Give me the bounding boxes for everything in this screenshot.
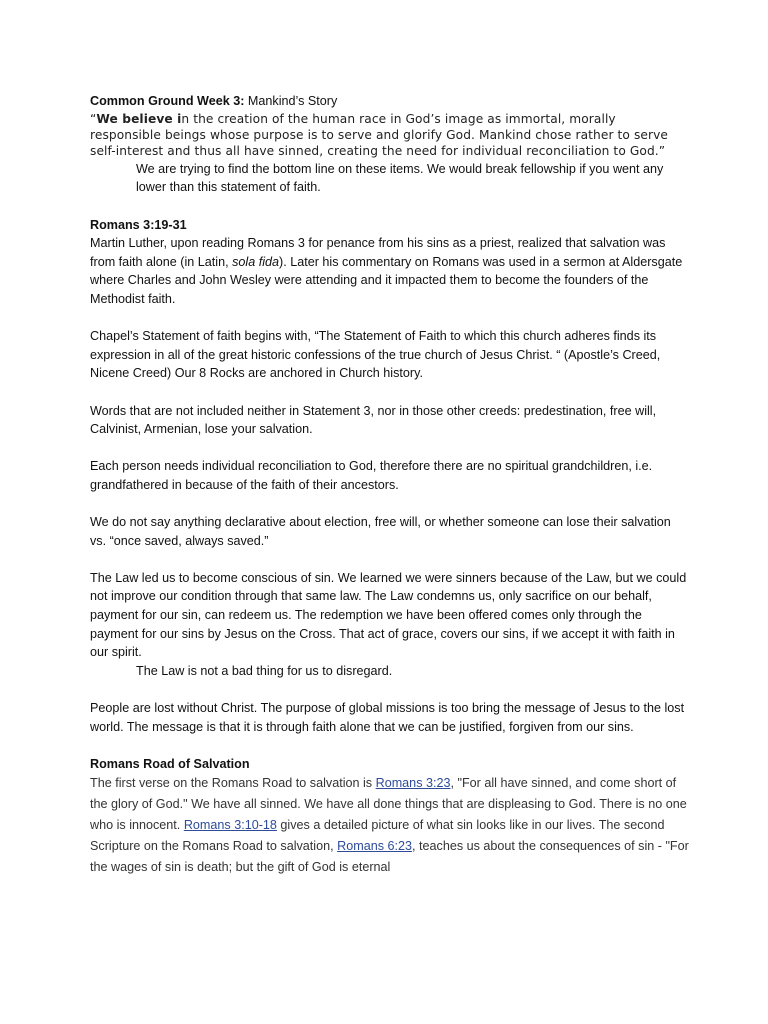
- link-romans-3-10-18[interactable]: Romans 3:10-18: [183, 818, 277, 833]
- romans-3-heading: Romans 3:19-31: [90, 217, 187, 232]
- luther-text-before: Martin Luther, upon reading Romans 3 for penance from his sins as a priest, realized that salvation was from faith alone (in Latin,: [90, 236, 666, 269]
- law-paragraph: The Law led us to become conscious of sin. We learned we were sinners because of the Law, but we could not improve our condition through that same law. The Law condemns us, only sacrifice on our behalf, payment for our sin, can redeem us. The redemption we have been offered comes only through the payment for our sins by Jesus on the Cross. That act of grace, covers our sins, if we accept it with faith in our spirit.: [90, 570, 687, 660]
- declarative-paragraph: We do not say anything declarative about election, free will, or whether someone can lose their salvation vs. “once saved, always saved.”: [90, 515, 671, 548]
- quote-bold-lead: We believe i: [96, 111, 182, 126]
- luther-latin-term: sola fida: [232, 254, 280, 269]
- chapel-paragraph: Chapel’s Statement of faith begins with, “The Statement of Faith to which this church adheres finds its expression in all of the great historic confessions of the true church of Jesus Christ. “ (Apostle’s Creed, Nicene Creed) Our 8 Rocks are anchored in Church history.: [90, 329, 661, 381]
- road-text-4: , teaches us about the consequences of sin - "For the wages of sin is death; but the gift of God is eternal: [90, 839, 689, 875]
- road-text-2: , "For all have sinned, and come short of the glory of God." We have all sinned. We have all done things that are displeasing to God. There is no one who is innocent.: [90, 776, 687, 833]
- document-page: [90, 92, 690, 878]
- week-heading-title: Mankind’s Story: [244, 94, 338, 108]
- bottom-line-note: We are trying to find the bottom line on these items. We would break fellowship if you went any lower than this statement of faith.: [136, 161, 664, 195]
- quote-text: n the creation of the human race in God’s image as immortal, morally responsible beings whose purpose is to serve and glorify God. Mankind chose rather to serve self-interest and thus all have sinned, creating the need for individual reconciliation to God.”: [90, 111, 669, 159]
- road-text-3: gives a detailed picture of what sin looks like in our lives. The second Scripture on the Romans Road to salvation,: [90, 818, 665, 854]
- each-person-paragraph: Each person needs individual reconciliation to God, therefore there are no spiritual grandchildren, i.e. grandfathered in because of the faith of their ancestors.: [90, 459, 653, 492]
- romans-road-heading: Romans Road of Salvation: [90, 756, 250, 771]
- words-paragraph: Words that are not included neither in Statement 3, nor in those other creeds: predestination, free will, Calvinist, Armenian, lose your salvation.: [90, 403, 657, 437]
- week-heading: [90, 92, 690, 111]
- romans-road-paragraph: [90, 773, 690, 878]
- link-romans-3-23[interactable]: Romans 3:23: [375, 776, 451, 791]
- link-romans-6-23[interactable]: Romans 6:23: [337, 839, 413, 854]
- road-text-1: The first verse on the Romans Road to salvation is: [90, 776, 376, 791]
- luther-text-after: ). Later his commentary on Romans was used in a sermon at Aldersgate where Charles and John Wesley were attending and it impacted them to become the founders of the Methodist faith.: [90, 254, 683, 306]
- week-heading-bold: Common Ground Week 3:: [90, 94, 245, 108]
- law-indent-note: The Law is not a bad thing for us to disregard.: [136, 663, 393, 678]
- quote-open-mark: “: [90, 111, 97, 126]
- luther-paragraph: [90, 234, 690, 308]
- statement-quote: [90, 111, 690, 160]
- lost-paragraph: People are lost without Christ. The purpose of global missions is too bring the message of Jesus to the lost world. The message is that it is through faith alone that we can be justified, forgiven from our sins.: [90, 701, 685, 734]
